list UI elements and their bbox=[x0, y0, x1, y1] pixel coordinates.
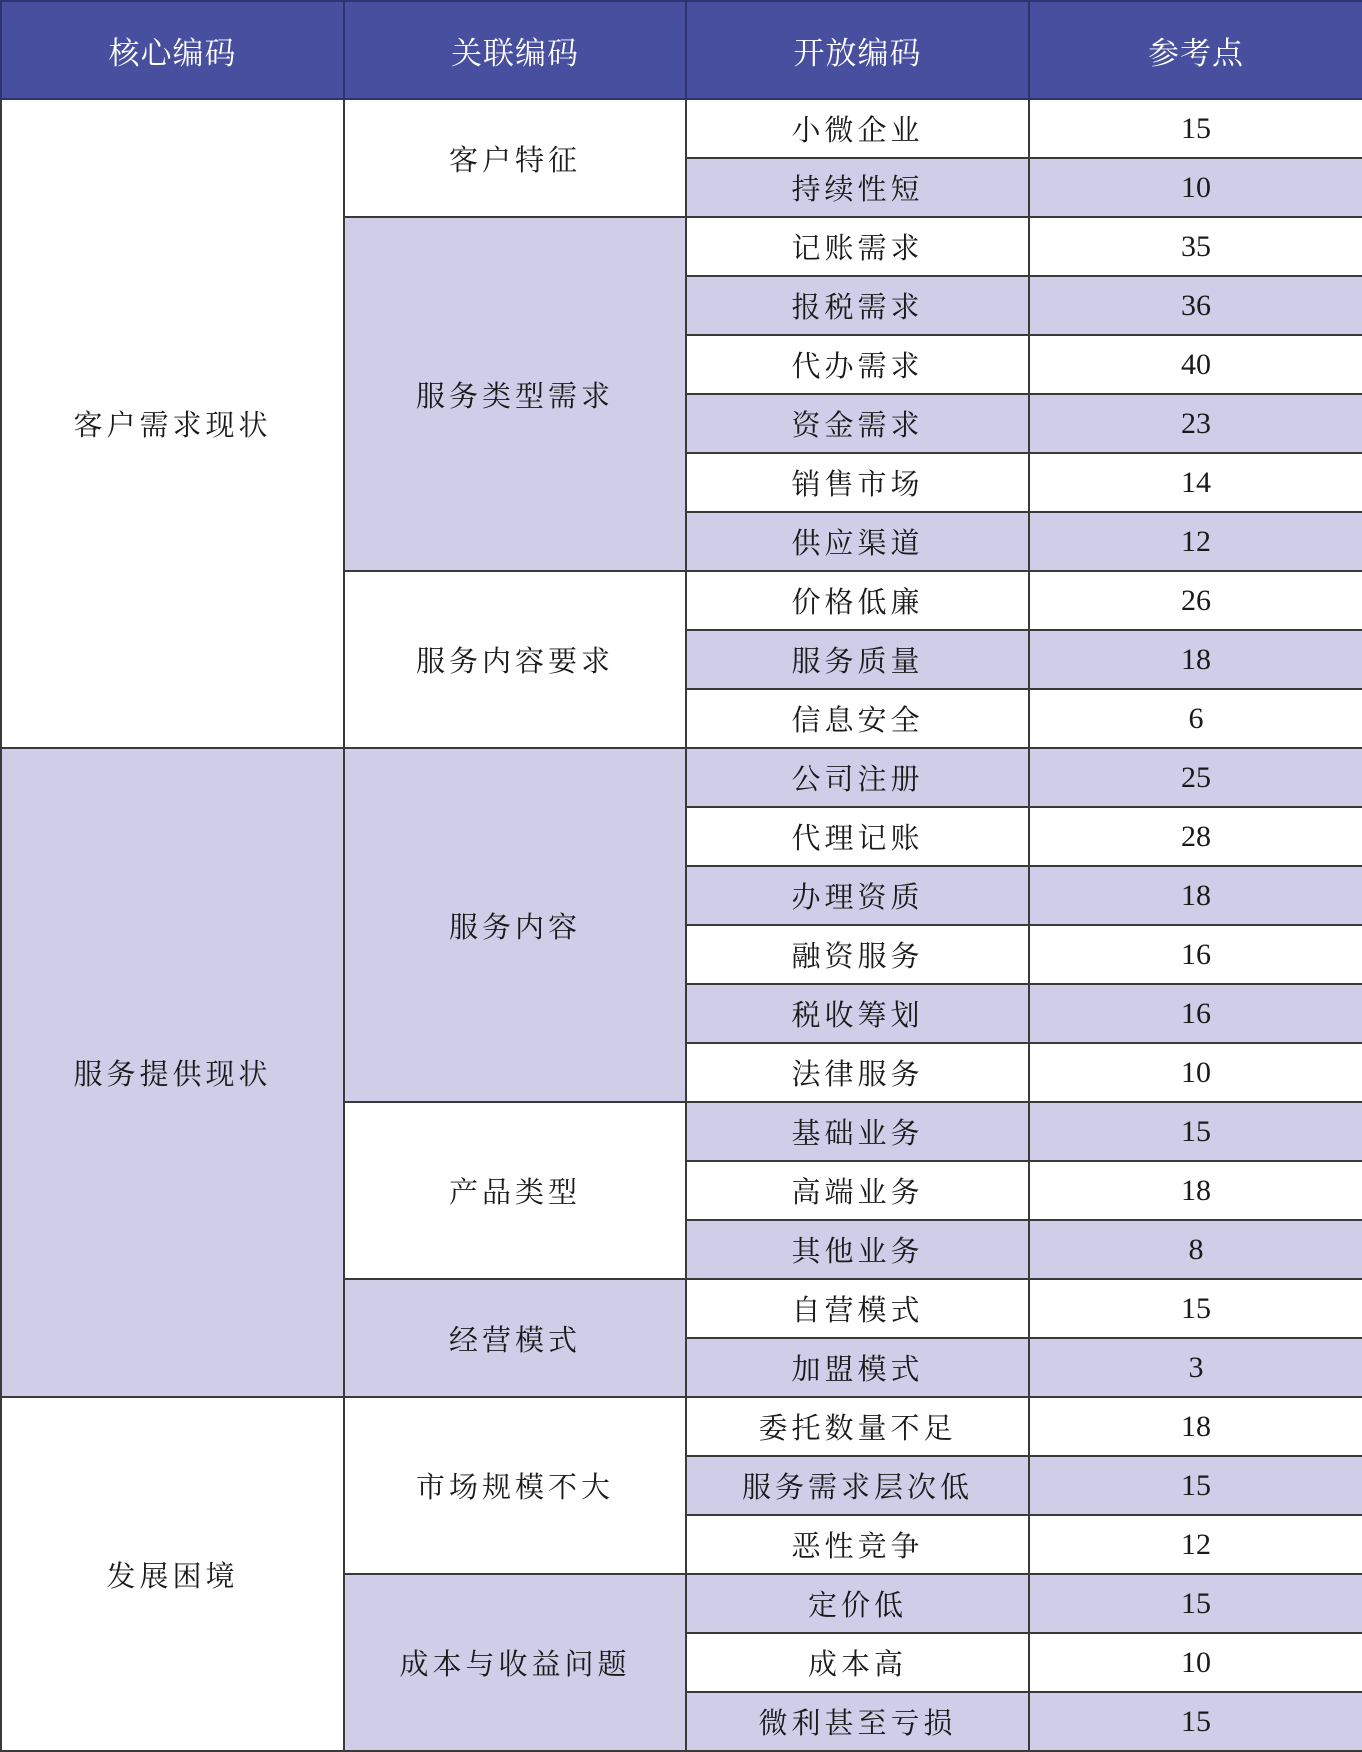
related-code-cell: 经营模式 bbox=[344, 1279, 686, 1397]
table-row bbox=[1, 1397, 1362, 1456]
open-code-cell: 供应渠道 bbox=[686, 512, 1029, 571]
reference-count-cell: 10 bbox=[1029, 1633, 1362, 1692]
header-reference-points: 参考点 bbox=[1029, 1, 1362, 99]
reference-count-cell: 15 bbox=[1029, 1692, 1362, 1751]
reference-count-cell: 10 bbox=[1029, 158, 1362, 217]
open-code-cell: 报税需求 bbox=[686, 276, 1029, 335]
open-code-cell: 法律服务 bbox=[686, 1043, 1029, 1102]
reference-count-cell: 36 bbox=[1029, 276, 1362, 335]
related-code-cell: 成本与收益问题 bbox=[344, 1574, 686, 1751]
reference-count-cell: 15 bbox=[1029, 99, 1362, 158]
core-code-cell: 服务提供现状 bbox=[1, 748, 344, 1397]
open-code-cell: 代办需求 bbox=[686, 335, 1029, 394]
header-row bbox=[1, 1, 1362, 99]
open-code-cell: 代理记账 bbox=[686, 807, 1029, 866]
reference-count-cell: 28 bbox=[1029, 807, 1362, 866]
reference-count-cell: 16 bbox=[1029, 925, 1362, 984]
reference-count-cell: 23 bbox=[1029, 394, 1362, 453]
reference-count-cell: 16 bbox=[1029, 984, 1362, 1043]
related-code-cell: 服务内容要求 bbox=[344, 571, 686, 748]
open-code-cell: 信息安全 bbox=[686, 689, 1029, 748]
core-code-cell: 发展困境 bbox=[1, 1397, 344, 1751]
open-code-cell: 恶性竞争 bbox=[686, 1515, 1029, 1574]
open-code-cell: 基础业务 bbox=[686, 1102, 1029, 1161]
open-code-cell: 自营模式 bbox=[686, 1279, 1029, 1338]
open-code-cell: 成本高 bbox=[686, 1633, 1029, 1692]
header-core-code: 核心编码 bbox=[1, 1, 344, 99]
related-code-cell: 产品类型 bbox=[344, 1102, 686, 1279]
open-code-cell: 微利甚至亏损 bbox=[686, 1692, 1029, 1751]
reference-count-cell: 15 bbox=[1029, 1279, 1362, 1338]
open-code-cell: 价格低廉 bbox=[686, 571, 1029, 630]
reference-count-cell: 12 bbox=[1029, 1515, 1362, 1574]
open-code-cell: 持续性短 bbox=[686, 158, 1029, 217]
reference-count-cell: 15 bbox=[1029, 1102, 1362, 1161]
reference-count-cell: 26 bbox=[1029, 571, 1362, 630]
header-open-code: 开放编码 bbox=[686, 1, 1029, 99]
reference-count-cell: 35 bbox=[1029, 217, 1362, 276]
open-code-cell: 资金需求 bbox=[686, 394, 1029, 453]
reference-count-cell: 18 bbox=[1029, 866, 1362, 925]
reference-count-cell: 15 bbox=[1029, 1456, 1362, 1515]
table-row bbox=[1, 99, 1362, 158]
open-code-cell: 记账需求 bbox=[686, 217, 1029, 276]
reference-count-cell: 8 bbox=[1029, 1220, 1362, 1279]
open-code-cell: 小微企业 bbox=[686, 99, 1029, 158]
open-code-cell: 办理资质 bbox=[686, 866, 1029, 925]
open-code-cell: 委托数量不足 bbox=[686, 1397, 1029, 1456]
open-code-cell: 高端业务 bbox=[686, 1161, 1029, 1220]
reference-count-cell: 18 bbox=[1029, 630, 1362, 689]
table-row bbox=[1, 748, 1362, 807]
table-body bbox=[1, 99, 1362, 1751]
open-code-cell: 服务需求层次低 bbox=[686, 1456, 1029, 1515]
open-code-cell: 其他业务 bbox=[686, 1220, 1029, 1279]
related-code-cell: 市场规模不大 bbox=[344, 1397, 686, 1574]
related-code-cell: 服务内容 bbox=[344, 748, 686, 1102]
related-code-cell: 客户特征 bbox=[344, 99, 686, 217]
reference-count-cell: 18 bbox=[1029, 1397, 1362, 1456]
reference-count-cell: 12 bbox=[1029, 512, 1362, 571]
open-code-cell: 融资服务 bbox=[686, 925, 1029, 984]
reference-count-cell: 40 bbox=[1029, 335, 1362, 394]
related-code-cell: 服务类型需求 bbox=[344, 217, 686, 571]
open-code-cell: 加盟模式 bbox=[686, 1338, 1029, 1397]
open-code-cell: 销售市场 bbox=[686, 453, 1029, 512]
reference-count-cell: 14 bbox=[1029, 453, 1362, 512]
open-code-cell: 公司注册 bbox=[686, 748, 1029, 807]
open-code-cell: 税收筹划 bbox=[686, 984, 1029, 1043]
core-code-cell: 客户需求现状 bbox=[1, 99, 344, 748]
open-code-cell: 服务质量 bbox=[686, 630, 1029, 689]
table-header bbox=[1, 1, 1362, 99]
reference-count-cell: 18 bbox=[1029, 1161, 1362, 1220]
reference-count-cell: 15 bbox=[1029, 1574, 1362, 1633]
header-related-code: 关联编码 bbox=[344, 1, 686, 99]
open-code-cell: 定价低 bbox=[686, 1574, 1029, 1633]
reference-count-cell: 3 bbox=[1029, 1338, 1362, 1397]
reference-count-cell: 6 bbox=[1029, 689, 1362, 748]
reference-count-cell: 10 bbox=[1029, 1043, 1362, 1102]
reference-count-cell: 25 bbox=[1029, 748, 1362, 807]
